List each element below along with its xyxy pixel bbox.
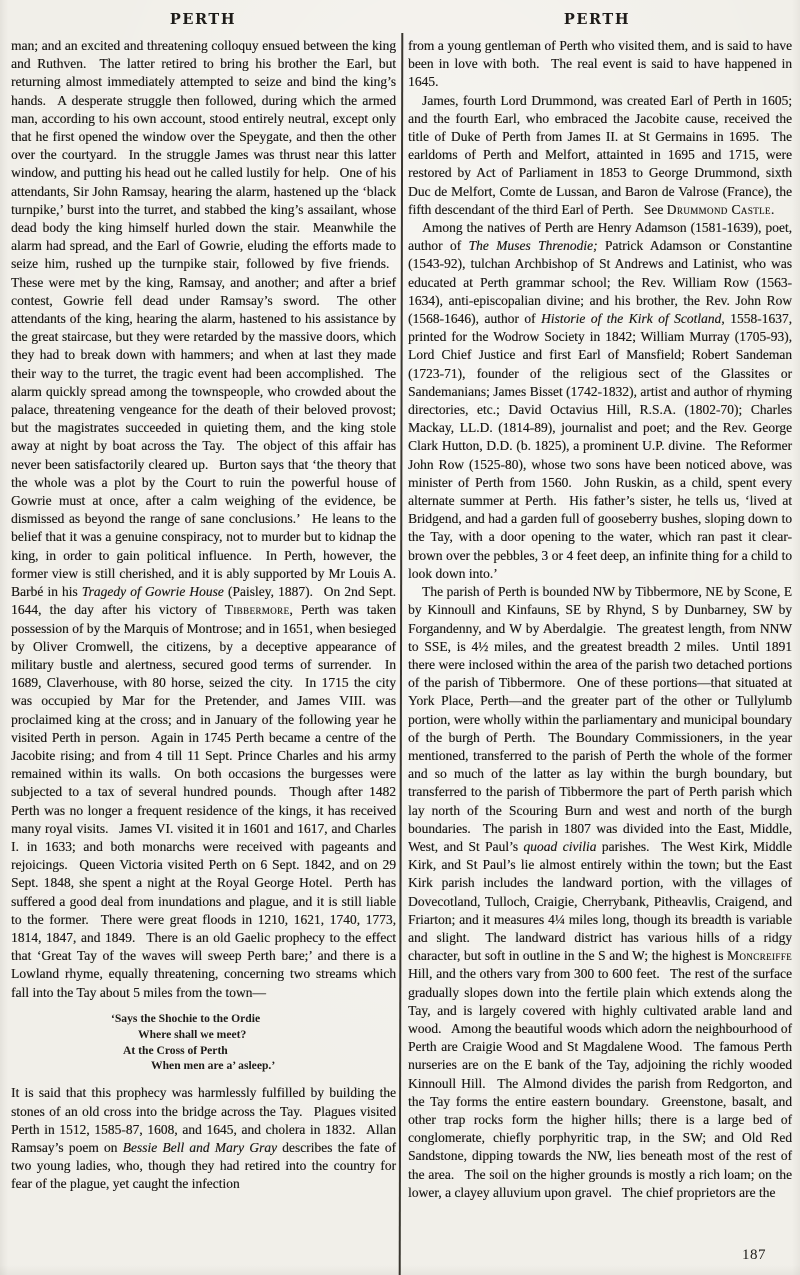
paragraph (408, 583, 792, 1202)
text-segment: . (770, 201, 775, 217)
verse-line: Where shall we meet? (138, 1027, 247, 1041)
text-segment: , 1558-1637, printed for the Wodrow Society in 1842; William Murray (1705-93), Lord Chief Justice and first Earl of Mansfield; Robert Sandeman (1723-71), founder of the religious sect of the Glassites or Sandemanians; James Bisset (1742-1832), artist and author of rhyming directories, etc.; David Octavius Hill, R.S.A. (1802-70); Charles Mackay, LL.D. (1814-89), journalist and poet; and the Rev. George Clark Hutton, D.D. (b. 1825), a prominent U.P. divine. The Reformer John Row (1525-80), whose two sons have been noticed above, was minister of Perth from 1560. John Ruskin, as a child, spent every alternate summer at Perth. His father’s sister, he tells us, ‘lived at Bridgend, and had a garden full of gooseberry bushes, sloping down to the Tay, with a door opening to the water, which ran past it clear-brown over the pebbles, 3 or 4 feet deep, an infinite thing for a child to look down into.’ (408, 311, 792, 581)
text-segment: , Perth was taken possession of by the Marquis of Montrose; and in 1651, when besieged by Oliver Cromwell, the citizens, by a deceptive appearance of military bustle and alertness, secured good terms of surrender. In 1689, Claverhouse, with 80 horse, seized the city. In 1715 the city was occupied by Mar for the Pretender, and James VIII. was proclaimed king at the cross; and in January of the following year he visited Perth in person. Again in 1745 Perth became a centre of the Jacobite rising; and from 4 till 11 Sept. Prince Charles and his army remained within its walls. On both occasions the burgesses were subjected to a tax of several hundred pounds. Though after 1482 Perth was no longer a frequent residence of the kings, it has received many royal visits. James VI. visited it in 1601 and 1617, and Charles I. in 1633; and both monarchs were received with pageants and rejoicings. Queen Victoria visited Perth on 6 Sept. 1842, and on 29 Sept. 1848, she spent a night at the Royal George Hotel. Perth has suffered a good deal from inundations and plague, and it is still liable to the former. There were great floods in 1210, 1621, 1740, 1773, 1814, 1847, and 1849. There is an old Gaelic prophecy to the effect that ‘Great Tay of the waves will sweep Perth bare;’ and there is a Lowland rhyme, equally threatening, concerning two streams which fall into the Tay about 5 miles from the town— (11, 602, 396, 1000)
paragraph (408, 219, 792, 583)
text-segment: parishes. The West Kirk, Middle Kirk, and St Paul’s lie almost entirely within the town; but the East Kirk parish includes the landward portion, with the villages of Dovecotland, Tulloch, Craigie, Cherrybank, Pitheavlis, Craigend, and Friarton; and it measures 4¼ miles long, though its breadth is variable and slight. The landward district has various hills of a ridgy character, but soft in outline in the S and W; the highest is (408, 838, 792, 964)
text-segment: Hill, and the others vary from 300 to 600 feet. The rest of the surface gradually slopes down into the fertile plain which extends along the Tay, and is largely covered with highly cultivated arable land and wood. Among the beautiful woods which adorn the neighbourhood of Perth are Craigie Wood and St Magdalene Wood. The famous Perth nurseries are on the E bank of the Tay, adjoining the richly wooded Kinnoull Hill. The Almond divides the parish from Redgorton, and the Tay forms the entire eastern boundary. Greenstone, basalt, and other trap rocks form the higher hills; there is a large bed of conglomerate, chiefly porphyritic trap, in the SW; and Old Red Sandstone, dipping towards the NW, lies beneath most of the rest of the area. The soil on the higher grounds is mostly a rich loam; on the lower, a clayey alluvium upon gravel. The chief proprietors are the (408, 966, 792, 1200)
text-segment: quoad civilia (523, 838, 597, 854)
text-segment: The Muses Threnodie; (468, 238, 598, 254)
left-column (11, 37, 396, 1194)
text-segment: Tragedy of Gowrie House (81, 584, 224, 600)
page-number: 187 (742, 1247, 766, 1263)
paragraph (11, 1084, 396, 1193)
right-column (408, 37, 792, 1202)
text-segment: James, fourth Lord Drummond, was created Earl of Perth in 1605; and the fourth Earl, who embraced the Jacobite cause, received the title of Duke of Perth from James II. at St Germains in 1695. The earldoms of Perth and Melfort, attainted in 1695 and 1715, were restored by Act of Parliament in 1853 to George Drummond, sixth Duc de Melfort, Comte de Lussan, and Baron de Valrose (France), the fifth descendant of the third Earl of Perth. See (408, 92, 792, 217)
text-segment: Drummond Castle (666, 201, 771, 217)
text-segment: Bessie Bell and Mary Gray (122, 1140, 277, 1155)
running-head-right: PERTH (563, 11, 631, 28)
verse-quote (11, 1011, 396, 1075)
text-segment: Patrick Adamson or Constantine (1543-92), tulchan Archbishop of St Andrews and Latinist, who was educated at Perth grammar school; the Rev. William Row (1563-1634), anti-episcopalian divine; and his brother, the Rev. John Row (1568-1646), author of (408, 238, 792, 327)
verse-line: ‘Says the Shochie to the Ordie (111, 1011, 261, 1025)
paragraph (408, 37, 792, 92)
verse-line: When men are a’ asleep.’ (151, 1059, 276, 1073)
text-segment: describes the fate of two young ladies, who, though they had retired into the country for fear of the plague, yet caught the infection (11, 1140, 396, 1192)
text-segment: Historie of the Kirk of Scotland (540, 311, 722, 327)
text-segment: from a young gentleman of Perth who visited them, and is said to have been in love with both. The real event is said to have happened in 1645. (408, 38, 792, 90)
text-segment: Tibbermore (224, 602, 290, 618)
text-segment: It is said that this prophecy was harmlessly fulfilled by building the stones of an old cross into the bridge across the Tay. Plagues visited Perth in 1512, 1585-87, 1608, and 1645, and cholera in 1832. Allan Ramsay’s poem on (11, 1085, 396, 1155)
column-divider-rule (399, 33, 403, 1275)
running-head-left: PERTH (169, 11, 237, 28)
verse-line: At the Cross of Perth (123, 1043, 228, 1057)
text-segment: The parish of Perth is bounded NW by Tibbermore, NE by Scone, E by Kinnoull and Kinfauns, SE by Rhynd, S by Dunbarney, SW by Forgandenny, and W by Aberdalgie. The greatest length, from NNW to SSE, is 4½ miles, and the greatest breadth 2 miles. Until 1891 there were inclosed within the area of the parish two detached portions of the parish of Tibbermore. One of these portions—that situated at York Place, Perth—and the greater part of the other or Tullylumb portion, were wholly within the parliamentary and municipal boundary of the burgh of Perth. The Boundary Commissioners, in the year mentioned, transferred to the parish of Perth the whole of the former and so much of the latter as lay within the burgh boundary, but transferred to the parish of Tibbermore the part of Perth parish which lay north of the Scouring Burn and west and north of the burgh boundaries. The parish in 1807 was divided into the East, Middle, West, and St Paul’s (408, 584, 792, 854)
text-segment: (Paisley, 1887). On 2nd Sept. 1644, the day after his victory of (11, 584, 396, 618)
text-segment: man; and an excited and threatening colloquy ensued between the king and Ruthven. The latter retired to bring his brother the Earl, but returning almost immediately attempted to seize and bind the king’s hands. A desperate struggle then followed, during which the armed man, according to his own account, stood entirely neutral, except only that he first opened the window over the Speygate, and then the other over the courtyard. In the struggle James was thrust near this latter window, and putting his head out he called lustily for help. One of his attendants, Sir John Ramsay, hearing the alarm, hastened up the ‘black turnpike,’ burst into the turret, and stabbed the king’s assailant, whose dead body the king himself hurled down the stair. Meanwhile the alarm had spread, and the Earl of Gowrie, eluding the efforts made to seize him, rushed up the turnpike stair, followed by five friends. These were met by the king, Ramsay, and another; and after a brief contest, Gowrie fell dead under Ramsay’s sword. The other attendants of the king, hearing the alarm, hastened to his assistance by the great staircase, but they were retarded by the massive doors, which they had to break down with hammers; and when at last they made their way to the turret, the tragic event had been accomplished. The alarm quickly spread among the townspeople, who crowded about the palace, threatening vengeance for the death of their beloved provost; but the magistrates succeeded in quieting them, and the king stole away at night by boat across the Tay. The object of this affair has never been satisfactorily cleared up. Burton says that ‘the theory that the whole was a plot by the Court to ruin the powerful house of Gowrie must at once, after a calm weighing of the evidence, be dismissed as beyond the range of sane conclusions.’ He leans to the belief that it was a genuine conspiracy, not to murder but to kidnap the king, in order to gain political influence. In Perth, however, the former view is still cherished, and it is ably supported by Mr Louis A. Barbé in his (11, 38, 396, 600)
text-segment: Moncreiffe (726, 948, 792, 964)
paragraph (408, 92, 792, 219)
text-segment: Among the natives of Perth are Henry Adamson (1581-1639), poet, author of (408, 220, 792, 254)
paragraph (11, 37, 396, 1002)
